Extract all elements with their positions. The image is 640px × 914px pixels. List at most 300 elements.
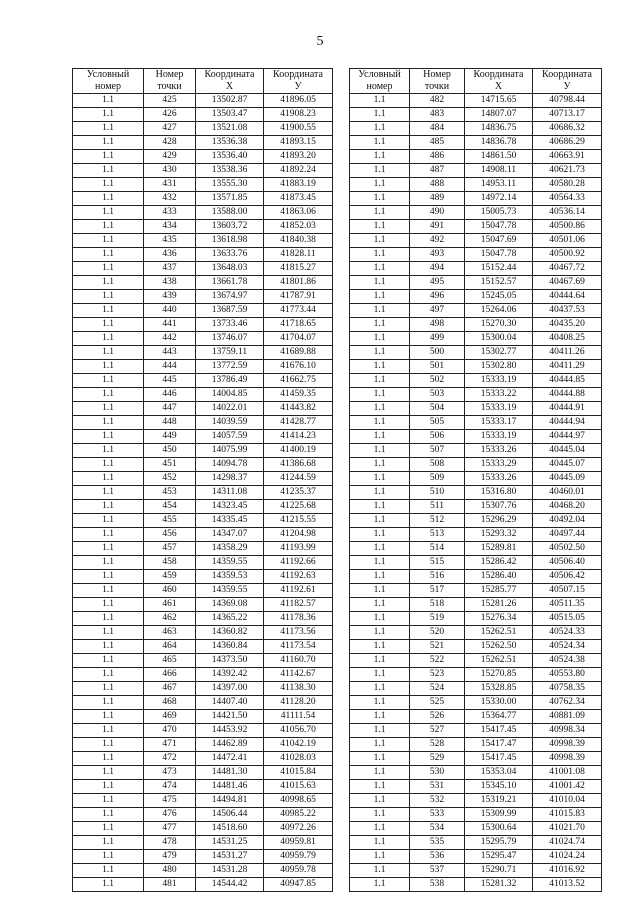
cell-point-number: 525 [410, 696, 465, 710]
cell-coordinate-y: 41028.03 [264, 752, 333, 766]
cell-point-number: 430 [144, 164, 196, 178]
cell-coordinate-x: 14861.50 [465, 150, 533, 164]
cell-point-number: 462 [144, 612, 196, 626]
cell-coordinate-x: 15300.04 [465, 332, 533, 346]
table-row [73, 598, 333, 612]
cell-point-number: 487 [410, 164, 465, 178]
cell-point-number: 456 [144, 528, 196, 542]
cell-coordinate-y: 40663.91 [533, 150, 602, 164]
cell-conditional-number: 1.1 [73, 836, 144, 850]
cell-coordinate-y: 41704.07 [264, 332, 333, 346]
table-row [73, 542, 333, 556]
cell-coordinate-x: 15289.81 [465, 542, 533, 556]
cell-coordinate-x: 14323.45 [196, 500, 264, 514]
cell-coordinate-x: 15300.64 [465, 822, 533, 836]
cell-coordinate-x: 15286.42 [465, 556, 533, 570]
table-row [350, 612, 602, 626]
cell-conditional-number: 1.1 [73, 556, 144, 570]
table-row [73, 486, 333, 500]
table-row [73, 682, 333, 696]
table-row [350, 808, 602, 822]
table-row [350, 108, 602, 122]
cell-conditional-number: 1.1 [350, 794, 410, 808]
cell-point-number: 526 [410, 710, 465, 724]
cell-coordinate-y: 41204.98 [264, 528, 333, 542]
cell-coordinate-y: 41128.20 [264, 696, 333, 710]
cell-coordinate-x: 15047.78 [465, 248, 533, 262]
cell-point-number: 438 [144, 276, 196, 290]
table-row [73, 290, 333, 304]
cell-coordinate-x: 14972.14 [465, 192, 533, 206]
cell-coordinate-x: 14481.30 [196, 766, 264, 780]
cell-conditional-number: 1.1 [350, 234, 410, 248]
table-row [350, 234, 602, 248]
cell-conditional-number: 1.1 [73, 318, 144, 332]
cell-conditional-number: 1.1 [73, 850, 144, 864]
table-row [73, 472, 333, 486]
cell-point-number: 518 [410, 598, 465, 612]
table-row [350, 472, 602, 486]
cell-coordinate-x: 14836.78 [465, 136, 533, 150]
cell-conditional-number: 1.1 [350, 738, 410, 752]
cell-coordinate-y: 40497.44 [533, 528, 602, 542]
cell-point-number: 492 [410, 234, 465, 248]
cell-conditional-number: 1.1 [73, 738, 144, 752]
table-row [350, 206, 602, 220]
cell-point-number: 524 [410, 682, 465, 696]
table-row [350, 220, 602, 234]
cell-coordinate-y: 40467.69 [533, 276, 602, 290]
cell-conditional-number: 1.1 [350, 430, 410, 444]
cell-coordinate-y: 40506.40 [533, 556, 602, 570]
cell-coordinate-y: 41815.27 [264, 262, 333, 276]
cell-coordinate-x: 15262.51 [465, 626, 533, 640]
cell-coordinate-y: 40501.06 [533, 234, 602, 248]
cell-coordinate-x: 14481.46 [196, 780, 264, 794]
cell-coordinate-x: 14518.60 [196, 822, 264, 836]
cell-conditional-number: 1.1 [73, 612, 144, 626]
cell-conditional-number: 1.1 [350, 836, 410, 850]
table-row [73, 360, 333, 374]
cell-coordinate-x: 14359.55 [196, 556, 264, 570]
table-row [350, 878, 602, 892]
cell-coordinate-x: 13633.76 [196, 248, 264, 262]
cell-conditional-number: 1.1 [73, 290, 144, 304]
cell-conditional-number: 1.1 [350, 360, 410, 374]
cell-coordinate-y: 41863.06 [264, 206, 333, 220]
cell-coordinate-x: 14807.07 [465, 108, 533, 122]
cell-point-number: 513 [410, 528, 465, 542]
cell-point-number: 520 [410, 626, 465, 640]
cell-point-number: 530 [410, 766, 465, 780]
cell-coordinate-y: 40468.20 [533, 500, 602, 514]
cell-point-number: 476 [144, 808, 196, 822]
cell-point-number: 496 [410, 290, 465, 304]
table-row [73, 612, 333, 626]
cell-conditional-number: 1.1 [350, 374, 410, 388]
table-row [350, 136, 602, 150]
cell-coordinate-x: 15319.21 [465, 794, 533, 808]
cell-coordinate-y: 40959.79 [264, 850, 333, 864]
cell-coordinate-y: 40506.42 [533, 570, 602, 584]
cell-point-number: 519 [410, 612, 465, 626]
table-row [350, 276, 602, 290]
cell-point-number: 450 [144, 444, 196, 458]
cell-conditional-number: 1.1 [350, 598, 410, 612]
cell-conditional-number: 1.1 [350, 724, 410, 738]
header-point-number: Номер точки [144, 69, 196, 94]
cell-coordinate-y: 41021.70 [533, 822, 602, 836]
cell-coordinate-y: 41001.08 [533, 766, 602, 780]
cell-coordinate-y: 40524.33 [533, 626, 602, 640]
cell-coordinate-x: 13536.40 [196, 150, 264, 164]
cell-point-number: 442 [144, 332, 196, 346]
cell-coordinate-y: 41900.55 [264, 122, 333, 136]
cell-coordinate-y: 41138.30 [264, 682, 333, 696]
table-row [350, 850, 602, 864]
cell-conditional-number: 1.1 [73, 346, 144, 360]
cell-point-number: 509 [410, 472, 465, 486]
cell-point-number: 454 [144, 500, 196, 514]
cell-conditional-number: 1.1 [350, 192, 410, 206]
cell-coordinate-x: 14335.45 [196, 514, 264, 528]
table-row [73, 136, 333, 150]
cell-coordinate-x: 15285.77 [465, 584, 533, 598]
cell-point-number: 521 [410, 640, 465, 654]
cell-coordinate-x: 15296.29 [465, 514, 533, 528]
cell-conditional-number: 1.1 [350, 668, 410, 682]
table-row [350, 794, 602, 808]
cell-coordinate-y: 40411.26 [533, 346, 602, 360]
cell-point-number: 436 [144, 248, 196, 262]
cell-point-number: 431 [144, 178, 196, 192]
cell-point-number: 528 [410, 738, 465, 752]
cell-conditional-number: 1.1 [73, 108, 144, 122]
cell-point-number: 533 [410, 808, 465, 822]
table-row [73, 640, 333, 654]
table-row [350, 542, 602, 556]
cell-coordinate-x: 14472.41 [196, 752, 264, 766]
table-row [350, 458, 602, 472]
cell-point-number: 451 [144, 458, 196, 472]
cell-coordinate-y: 41015.83 [533, 808, 602, 822]
cell-coordinate-x: 13603.72 [196, 220, 264, 234]
cell-conditional-number: 1.1 [73, 486, 144, 500]
cell-coordinate-y: 41896.05 [264, 94, 333, 108]
cell-point-number: 477 [144, 822, 196, 836]
cell-conditional-number: 1.1 [73, 458, 144, 472]
table-row [350, 710, 602, 724]
cell-conditional-number: 1.1 [73, 150, 144, 164]
cell-coordinate-x: 14094.78 [196, 458, 264, 472]
cell-conditional-number: 1.1 [73, 626, 144, 640]
cell-conditional-number: 1.1 [73, 206, 144, 220]
cell-conditional-number: 1.1 [350, 206, 410, 220]
table-row [73, 584, 333, 598]
table-row [350, 570, 602, 584]
cell-coordinate-y: 40445.07 [533, 458, 602, 472]
table-row [350, 262, 602, 276]
cell-conditional-number: 1.1 [350, 486, 410, 500]
cell-coordinate-x: 14311.08 [196, 486, 264, 500]
cell-coordinate-x: 15316.80 [465, 486, 533, 500]
cell-conditional-number: 1.1 [350, 304, 410, 318]
cell-coordinate-x: 14392.42 [196, 668, 264, 682]
cell-conditional-number: 1.1 [73, 724, 144, 738]
table-row [73, 836, 333, 850]
cell-conditional-number: 1.1 [350, 290, 410, 304]
cell-point-number: 484 [410, 122, 465, 136]
table-row [73, 570, 333, 584]
cell-coordinate-y: 41192.66 [264, 556, 333, 570]
cell-conditional-number: 1.1 [73, 94, 144, 108]
table-row [73, 276, 333, 290]
cell-conditional-number: 1.1 [73, 696, 144, 710]
cell-coordinate-x: 14397.00 [196, 682, 264, 696]
cell-coordinate-x: 14494.81 [196, 794, 264, 808]
cell-point-number: 512 [410, 514, 465, 528]
cell-coordinate-y: 41873.45 [264, 192, 333, 206]
table-row [350, 150, 602, 164]
cell-conditional-number: 1.1 [350, 514, 410, 528]
table-row [73, 234, 333, 248]
cell-coordinate-y: 40411.29 [533, 360, 602, 374]
table-row [350, 318, 602, 332]
cell-coordinate-x: 14908.11 [465, 164, 533, 178]
cell-point-number: 508 [410, 458, 465, 472]
cell-coordinate-x: 14039.59 [196, 416, 264, 430]
cell-coordinate-y: 41182.57 [264, 598, 333, 612]
cell-coordinate-y: 40947.85 [264, 878, 333, 892]
cell-coordinate-x: 13538.36 [196, 164, 264, 178]
cell-coordinate-x: 15333.26 [465, 472, 533, 486]
table-row [73, 822, 333, 836]
cell-point-number: 460 [144, 584, 196, 598]
cell-coordinate-x: 14004.85 [196, 388, 264, 402]
cell-coordinate-y: 41173.56 [264, 626, 333, 640]
table-row [73, 402, 333, 416]
cell-coordinate-y: 40511.35 [533, 598, 602, 612]
cell-coordinate-y: 40435.20 [533, 318, 602, 332]
cell-coordinate-x: 15333.22 [465, 388, 533, 402]
cell-conditional-number: 1.1 [350, 542, 410, 556]
cell-coordinate-y: 41016.92 [533, 864, 602, 878]
cell-point-number: 504 [410, 402, 465, 416]
cell-point-number: 480 [144, 864, 196, 878]
table-header [73, 69, 333, 94]
cell-coordinate-y: 41676.10 [264, 360, 333, 374]
cell-coordinate-y: 41773.44 [264, 304, 333, 318]
coordinates-table-left [72, 68, 333, 892]
cell-coordinate-y: 40998.34 [533, 724, 602, 738]
cell-coordinate-x: 14506.44 [196, 808, 264, 822]
cell-conditional-number: 1.1 [73, 654, 144, 668]
cell-coordinate-y: 41024.74 [533, 836, 602, 850]
cell-coordinate-y: 41787.91 [264, 290, 333, 304]
cell-point-number: 463 [144, 626, 196, 640]
table-row [350, 402, 602, 416]
cell-coordinate-x: 15417.45 [465, 724, 533, 738]
cell-coordinate-x: 14531.27 [196, 850, 264, 864]
header-conditional-number: Условный номер [73, 69, 144, 94]
cell-conditional-number: 1.1 [73, 388, 144, 402]
cell-coordinate-x: 14836.75 [465, 122, 533, 136]
table-row [350, 290, 602, 304]
cell-conditional-number: 1.1 [73, 374, 144, 388]
table-row [73, 430, 333, 444]
cell-coordinate-y: 41215.55 [264, 514, 333, 528]
table-row [350, 248, 602, 262]
table-row [73, 696, 333, 710]
table-row [73, 738, 333, 752]
cell-coordinate-x: 15307.76 [465, 500, 533, 514]
table-row [73, 192, 333, 206]
cell-coordinate-x: 15152.44 [465, 262, 533, 276]
cell-conditional-number: 1.1 [350, 654, 410, 668]
cell-coordinate-y: 40445.09 [533, 472, 602, 486]
cell-coordinate-y: 40758.35 [533, 682, 602, 696]
cell-point-number: 495 [410, 276, 465, 290]
cell-point-number: 482 [410, 94, 465, 108]
cell-coordinate-y: 41443.82 [264, 402, 333, 416]
cell-coordinate-y: 41428.77 [264, 416, 333, 430]
cell-coordinate-y: 40444.94 [533, 416, 602, 430]
table-row [73, 122, 333, 136]
cell-coordinate-y: 40998.39 [533, 752, 602, 766]
cell-coordinate-x: 15328.85 [465, 682, 533, 696]
table-row [350, 416, 602, 430]
cell-point-number: 433 [144, 206, 196, 220]
cell-conditional-number: 1.1 [73, 332, 144, 346]
cell-coordinate-y: 41015.84 [264, 766, 333, 780]
cell-conditional-number: 1.1 [73, 472, 144, 486]
cell-conditional-number: 1.1 [350, 682, 410, 696]
cell-conditional-number: 1.1 [73, 766, 144, 780]
cell-coordinate-y: 40445.04 [533, 444, 602, 458]
table-row [350, 304, 602, 318]
cell-conditional-number: 1.1 [73, 444, 144, 458]
table-row [73, 164, 333, 178]
cell-coordinate-y: 40408.25 [533, 332, 602, 346]
cell-coordinate-y: 40959.78 [264, 864, 333, 878]
table-row [73, 710, 333, 724]
cell-coordinate-y: 41892.24 [264, 164, 333, 178]
cell-conditional-number: 1.1 [73, 276, 144, 290]
cell-point-number: 503 [410, 388, 465, 402]
cell-coordinate-y: 41192.61 [264, 584, 333, 598]
table-header [350, 69, 602, 94]
cell-point-number: 437 [144, 262, 196, 276]
cell-conditional-number: 1.1 [350, 696, 410, 710]
cell-point-number: 432 [144, 192, 196, 206]
cell-coordinate-x: 13772.59 [196, 360, 264, 374]
cell-coordinate-y: 40686.29 [533, 136, 602, 150]
cell-point-number: 535 [410, 836, 465, 850]
cell-point-number: 538 [410, 878, 465, 892]
cell-coordinate-y: 40881.09 [533, 710, 602, 724]
table-row [73, 724, 333, 738]
cell-coordinate-y: 40444.88 [533, 388, 602, 402]
cell-coordinate-x: 13746.07 [196, 332, 264, 346]
cell-coordinate-x: 13503.47 [196, 108, 264, 122]
cell-coordinate-x: 15302.80 [465, 360, 533, 374]
cell-conditional-number: 1.1 [73, 220, 144, 234]
cell-coordinate-x: 14544.42 [196, 878, 264, 892]
cell-coordinate-y: 40515.05 [533, 612, 602, 626]
cell-conditional-number: 1.1 [350, 94, 410, 108]
cell-coordinate-x: 14298.37 [196, 472, 264, 486]
cell-coordinate-x: 13588.00 [196, 206, 264, 220]
table-row [73, 108, 333, 122]
table-row [73, 528, 333, 542]
cell-coordinate-y: 40500.92 [533, 248, 602, 262]
cell-coordinate-x: 15270.85 [465, 668, 533, 682]
cell-point-number: 510 [410, 486, 465, 500]
table-row [350, 738, 602, 752]
cell-coordinate-x: 13618.98 [196, 234, 264, 248]
cell-coordinate-x: 14057.59 [196, 430, 264, 444]
table-row [350, 500, 602, 514]
cell-conditional-number: 1.1 [73, 822, 144, 836]
table-row [73, 668, 333, 682]
cell-point-number: 468 [144, 696, 196, 710]
cell-conditional-number: 1.1 [73, 710, 144, 724]
cell-point-number: 490 [410, 206, 465, 220]
cell-conditional-number: 1.1 [350, 220, 410, 234]
cell-conditional-number: 1.1 [350, 444, 410, 458]
cell-conditional-number: 1.1 [73, 682, 144, 696]
table-row [350, 192, 602, 206]
table-row [350, 388, 602, 402]
table-row [73, 444, 333, 458]
cell-point-number: 489 [410, 192, 465, 206]
cell-coordinate-x: 14358.29 [196, 542, 264, 556]
page-number: 5 [316, 34, 324, 49]
table-row [73, 416, 333, 430]
cell-conditional-number: 1.1 [73, 584, 144, 598]
cell-conditional-number: 1.1 [73, 178, 144, 192]
cell-coordinate-y: 40524.34 [533, 640, 602, 654]
cell-coordinate-y: 41828.11 [264, 248, 333, 262]
cell-coordinate-y: 40762.34 [533, 696, 602, 710]
cell-coordinate-x: 13786.49 [196, 374, 264, 388]
cell-conditional-number: 1.1 [73, 136, 144, 150]
cell-point-number: 501 [410, 360, 465, 374]
cell-conditional-number: 1.1 [73, 360, 144, 374]
cell-conditional-number: 1.1 [73, 528, 144, 542]
cell-coordinate-y: 41801.86 [264, 276, 333, 290]
cell-conditional-number: 1.1 [350, 570, 410, 584]
cell-coordinate-x: 15345.10 [465, 780, 533, 794]
cell-point-number: 453 [144, 486, 196, 500]
cell-point-number: 461 [144, 598, 196, 612]
table-row [73, 878, 333, 892]
cell-conditional-number: 1.1 [73, 864, 144, 878]
cell-point-number: 466 [144, 668, 196, 682]
cell-conditional-number: 1.1 [73, 304, 144, 318]
cell-coordinate-y: 40998.39 [533, 738, 602, 752]
table-row [350, 346, 602, 360]
cell-conditional-number: 1.1 [73, 752, 144, 766]
cell-coordinate-x: 15047.69 [465, 234, 533, 248]
cell-coordinate-y: 40437.53 [533, 304, 602, 318]
cell-coordinate-y: 41001.42 [533, 780, 602, 794]
cell-coordinate-x: 15333.26 [465, 444, 533, 458]
cell-point-number: 470 [144, 724, 196, 738]
table-row [350, 374, 602, 388]
cell-point-number: 534 [410, 822, 465, 836]
table-row [350, 864, 602, 878]
